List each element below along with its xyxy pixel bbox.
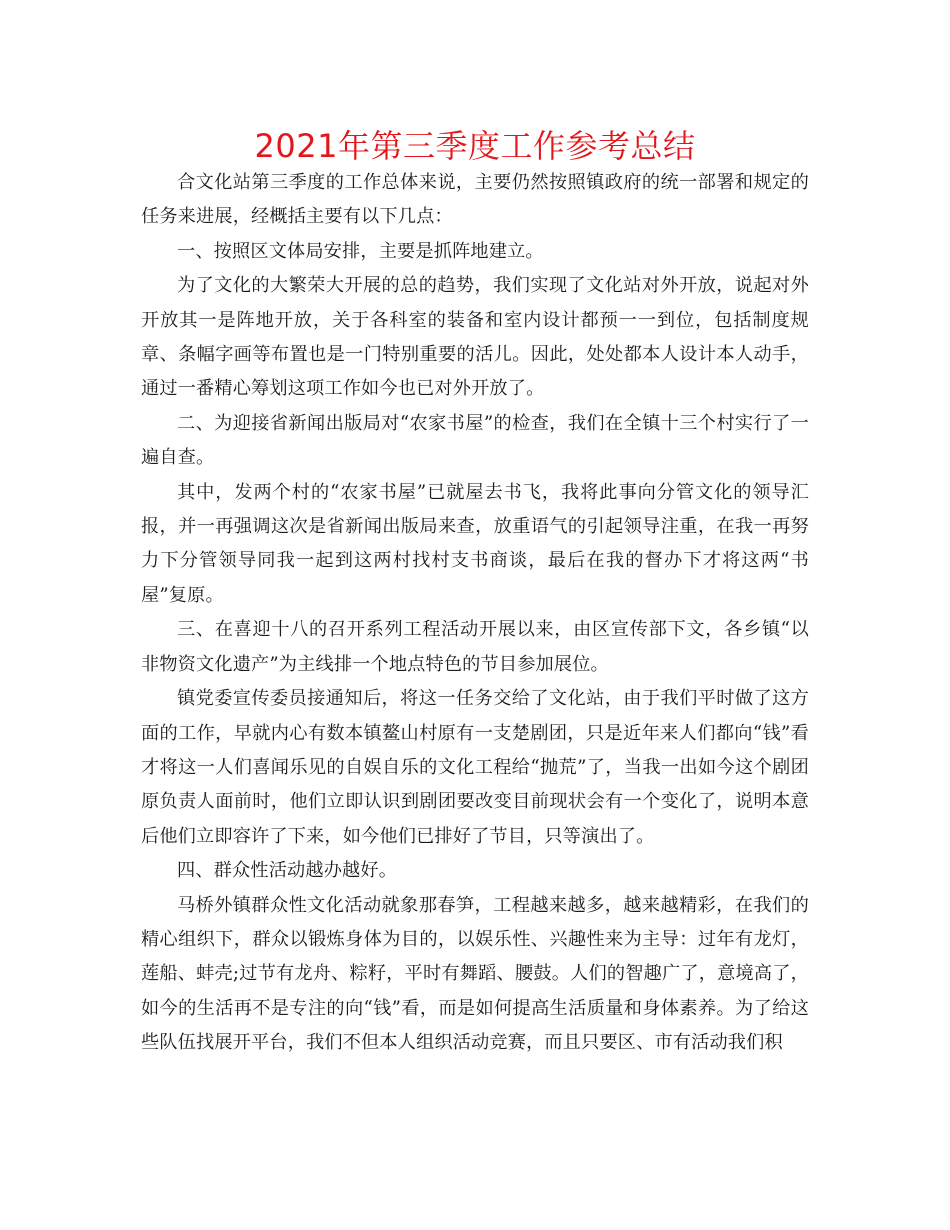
document-body — [141, 166, 809, 1061]
paragraph-3-detail: 镇党委宣传委员接通知后，将这一任务交给了文化站，由于我们平时做了这方面的工作，早就内心有数本镇鳌山村原有一支楚剧团，只是近年来人们都向“钱”看才将这一人们喜闻乐见的自娱自乐的文化工程给“抛荒”了，当我一出如今这个剧团原负责人面前时，他们立即认识到剧团要改变目前现状会有一个变化了，说明本意后他们立即容许了下来，如今他们已排好了节目，只等演出了。 — [141, 688, 809, 847]
paragraph-heading-2: 二、为迎接省新闻出版局对“农家书屋”的检查，我们在全镇十三个村实行了一遍自查。 — [141, 412, 809, 469]
paragraph-heading-1: 一、按照区文体局安排，主要是抓阵地建立。 — [177, 240, 544, 262]
paragraph-intro: 合文化站第三季度的工作总体来说，主要仍然按照镇政府的统一部署和规定的任务来进展，经概括主要有以下几点： — [141, 172, 809, 228]
paragraph-2-detail: 其中，发两个村的“农家书屋”已就屋去书飞，我将此事向分管文化的领导汇报，并一再强调这次是省新闻出版局来查，放重语气的引起领导注重，在我一再努力下分管领导同我一起到这两村找村支书商谈，最后在我的督办下才将这两“书屋”复原。 — [141, 481, 809, 606]
document-title: 2021年第三季度工作参考总结 — [254, 127, 696, 165]
paragraph-4-detail: 马桥外镇群众性文化活动就象那春笋，工程越来越多，越来越精彩，在我们的精心组织下，群众以锻炼身体为目的，以娱乐性、兴趣性来为主导：过年有龙灯，莲船、蚌壳;过节有龙舟、粽籽，平时有舞蹈、腰鼓。人们的智趣广了，意境高了，如今的生活再不是专注的向“钱”看，而是如何提高生活质量和身体素养。为了给这些队伍找展开平台，我们不但本人组织活动竞赛，而且只要区、市有活动我们积 — [141, 894, 809, 1054]
paragraph-1-detail: 为了文化的大繁荣大开展的总的趋势，我们实现了文化站对外开放，说起对外开放其一是阵地开放，关于各科室的装备和室内设计都预一一到位，包括制度规章、条幅字画等布置也是一门特别重要的活儿。因此，处处都本人设计本人动手，通过一番精心筹划这项工作如今也已对外开放了。 — [141, 275, 809, 400]
paragraph-heading-3: 三、在喜迎十八的召开系列工程活动开展以来，由区宣传部下文，各乡镇“以非物资文化遗产”为主线排一个地点特色的节目参加展位。 — [141, 619, 809, 675]
paragraph-heading-4: 四、群众性活动越办越好。 — [177, 860, 398, 882]
